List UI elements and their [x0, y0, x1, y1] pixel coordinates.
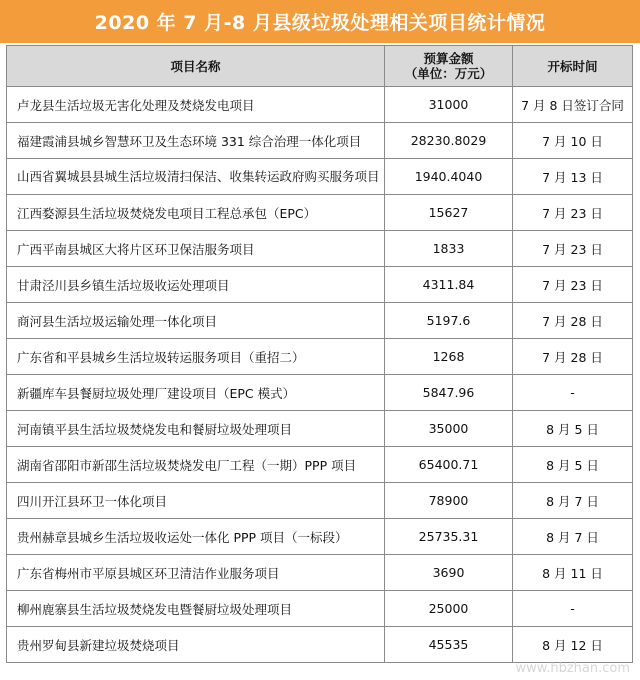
project-name-cell: 商河县生活垃圾运输处理一体化项目 [7, 303, 385, 339]
project-name-cell: 湖南省邵阳市新邵生活垃圾焚烧发电厂工程（一期）PPP 项目 [7, 447, 385, 483]
project-table [6, 45, 633, 663]
table-row [7, 123, 633, 159]
amount-cell: 1940.4040 [385, 159, 513, 195]
amount-cell: 5197.6 [385, 303, 513, 339]
date-cell: 7 月 8 日签订合同 [513, 87, 633, 123]
date-cell: 8 月 5 日 [513, 411, 633, 447]
project-name-cell: 新疆库车县餐厨垃圾处理厂建设项目（EPC 模式） [7, 375, 385, 411]
amount-cell: 78900 [385, 483, 513, 519]
date-cell: 8 月 5 日 [513, 447, 633, 483]
amount-cell: 25735.31 [385, 519, 513, 555]
project-name-cell: 福建霞浦县城乡智慧环卫及生态环境 331 综合治理一体化项目 [7, 123, 385, 159]
table-row [7, 519, 633, 555]
amount-cell: 45535 [385, 627, 513, 663]
date-cell: 7 月 23 日 [513, 231, 633, 267]
table-row [7, 159, 633, 195]
amount-cell: 1833 [385, 231, 513, 267]
project-name-cell: 柳州鹿寨县生活垃圾焚烧发电暨餐厨垃圾处理项目 [7, 591, 385, 627]
date-cell: 8 月 7 日 [513, 519, 633, 555]
column-header-amount-line2: （单位：万元） [404, 66, 493, 81]
date-cell: 8 月 12 日 [513, 627, 633, 663]
column-header-name: 项目名称 [7, 46, 385, 87]
date-cell: 7 月 28 日 [513, 339, 633, 375]
table-row [7, 627, 633, 663]
project-name-cell: 河南镇平县生活垃圾焚烧发电和餐厨垃圾处理项目 [7, 411, 385, 447]
date-cell: 7 月 28 日 [513, 303, 633, 339]
amount-cell: 31000 [385, 87, 513, 123]
amount-cell: 5847.96 [385, 375, 513, 411]
amount-cell: 25000 [385, 591, 513, 627]
amount-cell: 65400.71 [385, 447, 513, 483]
project-name-cell: 广西平南县城区大将片区环卫保洁服务项目 [7, 231, 385, 267]
project-name-cell: 广东省梅州市平原县城区环卫清洁作业服务项目 [7, 555, 385, 591]
table-row [7, 411, 633, 447]
project-name-cell: 贵州罗甸县新建垃圾焚烧项目 [7, 627, 385, 663]
project-name-cell: 甘肃泾川县乡镇生活垃圾收运处理项目 [7, 267, 385, 303]
page-title: 2020 年 7 月-8 月县级垃圾处理相关项目统计情况 [0, 0, 640, 43]
column-header-amount-line1: 预算金额 [423, 51, 474, 66]
table-header-row [7, 46, 633, 87]
amount-cell: 4311.84 [385, 267, 513, 303]
column-header-amount [385, 46, 513, 87]
project-name-cell: 山西省翼城县县城生活垃圾清扫保洁、收集转运政府购买服务项目 [7, 159, 385, 195]
date-cell: - [513, 591, 633, 627]
project-name-cell: 贵州赫章县城乡生活垃圾收运处一体化 PPP 项目（一标段） [7, 519, 385, 555]
watermark: www.hbzhan.com [515, 661, 630, 676]
date-cell: 8 月 7 日 [513, 483, 633, 519]
table-row [7, 447, 633, 483]
project-name-cell: 江西婺源县生活垃圾焚烧发电项目工程总承包（EPC） [7, 195, 385, 231]
amount-cell: 15627 [385, 195, 513, 231]
table-row [7, 339, 633, 375]
table-row [7, 303, 633, 339]
table-row [7, 591, 633, 627]
amount-cell: 1268 [385, 339, 513, 375]
table-row [7, 267, 633, 303]
project-name-cell: 广东省和平县城乡生活垃圾转运服务项目（重招二） [7, 339, 385, 375]
amount-cell: 35000 [385, 411, 513, 447]
table-row [7, 555, 633, 591]
table-row [7, 483, 633, 519]
date-cell: 7 月 23 日 [513, 267, 633, 303]
table-row [7, 87, 633, 123]
table-row [7, 231, 633, 267]
project-name-cell: 卢龙县生活垃圾无害化处理及焚烧发电项目 [7, 87, 385, 123]
project-name-cell: 四川开江县环卫一体化项目 [7, 483, 385, 519]
table-row [7, 195, 633, 231]
date-cell: 8 月 11 日 [513, 555, 633, 591]
column-header-date: 开标时间 [513, 46, 633, 87]
date-cell: 7 月 13 日 [513, 159, 633, 195]
amount-cell: 28230.8029 [385, 123, 513, 159]
date-cell: - [513, 375, 633, 411]
date-cell: 7 月 23 日 [513, 195, 633, 231]
table-row [7, 375, 633, 411]
amount-cell: 3690 [385, 555, 513, 591]
date-cell: 7 月 10 日 [513, 123, 633, 159]
